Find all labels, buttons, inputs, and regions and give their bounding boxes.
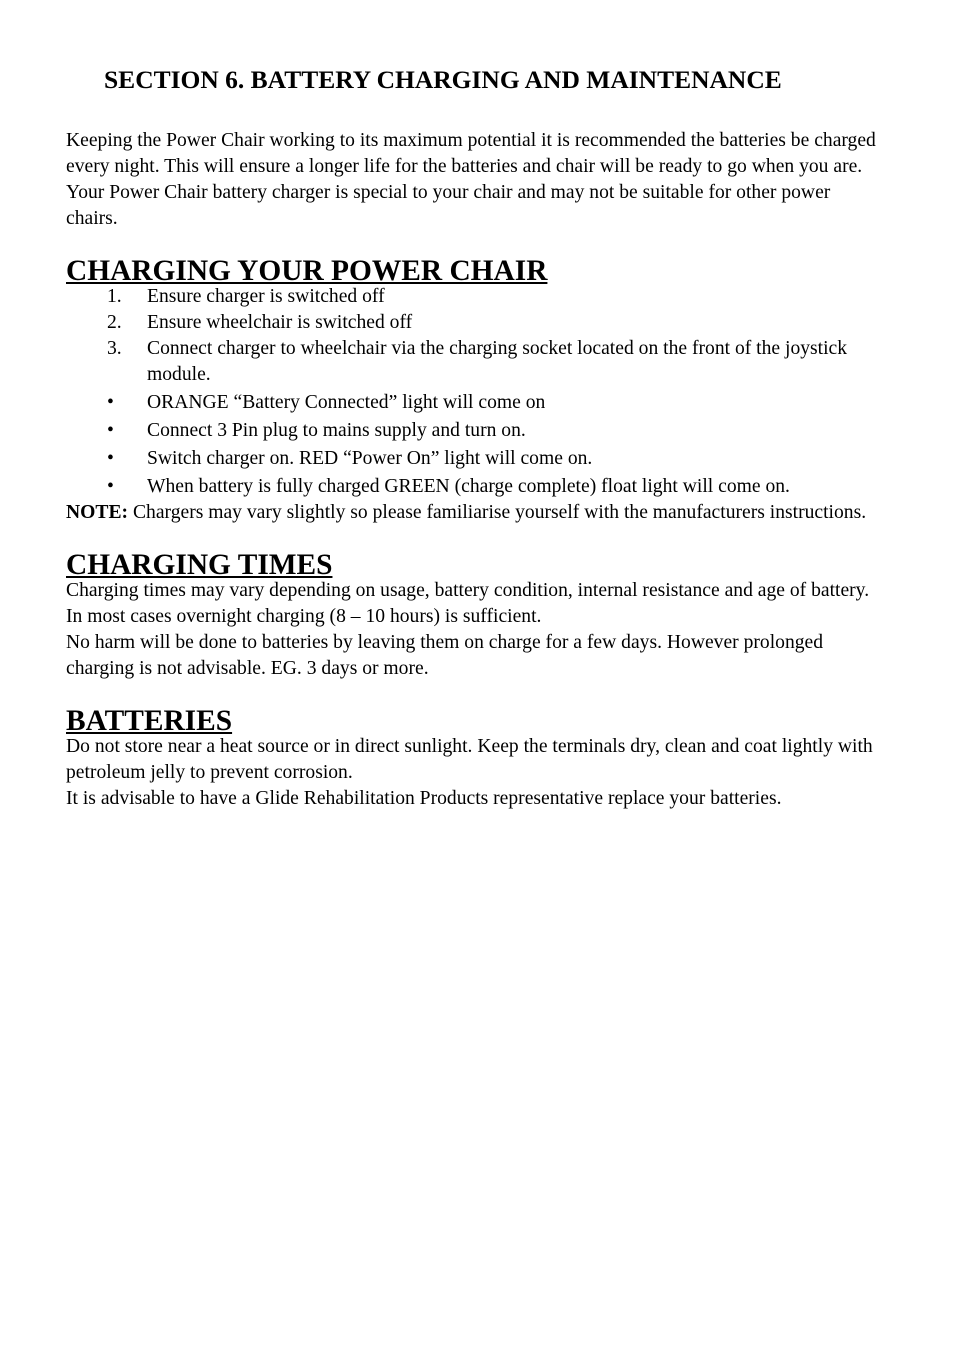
- batteries-paragraph: Do not store near a heat source or in direct sunlight. Keep the terminals dry, clean and coat lightly with petroleum jelly to prevent corrosion.: [66, 736, 873, 783]
- list-item: [66, 474, 878, 500]
- list-item: [66, 446, 878, 472]
- document-page: [66, 62, 878, 812]
- charging-times-section: [66, 549, 878, 682]
- batteries-section: [66, 705, 878, 812]
- charging-times-heading: CHARGING TIMES: [66, 549, 333, 581]
- charging-times-paragraph: Charging times may vary depending on usage, battery condition, internal resistance and age of battery.: [66, 580, 870, 601]
- charging-times-paragraph: In most cases overnight charging (8 – 10 hours) is sufficient.: [66, 606, 542, 627]
- list-item: [66, 390, 878, 416]
- batteries-heading: BATTERIES: [66, 705, 233, 737]
- step-text: Ensure charger is switched off: [147, 286, 385, 307]
- intro-paragraph: Keeping the Power Chair working to its maximum potential it is recommended the batteries be charged every night. This will ensure a longer life for the batteries and chair will be ready to go when you are.: [66, 130, 876, 177]
- note-label: NOTE:: [66, 502, 129, 523]
- list-item: [66, 418, 878, 444]
- list-item: [66, 336, 878, 388]
- step-text: Connect charger to wheelchair via the charging socket located on the front of the joystick module.: [147, 338, 848, 385]
- note-text: Chargers may vary slightly so please familiarise yourself with the manufacturers instructions.: [128, 502, 867, 523]
- step-number: 2.: [107, 312, 122, 333]
- batteries-paragraph: It is advisable to have a Glide Rehabilitation Products representative replace your batteries.: [66, 788, 782, 809]
- intro-section: [66, 128, 878, 232]
- charging-bullets-list: [66, 390, 878, 500]
- charging-section: [66, 255, 878, 526]
- bullet-icon: •: [107, 392, 114, 413]
- page-title: SECTION 6. BATTERY CHARGING AND MAINTENANCE: [104, 65, 782, 94]
- list-item: [66, 284, 878, 310]
- list-item: [66, 310, 878, 336]
- bullet-text: ORANGE “Battery Connected” light will come on: [147, 392, 546, 413]
- bullet-text: When battery is fully charged GREEN (charge complete) float light will come on.: [147, 476, 790, 497]
- bullet-text: Connect 3 Pin plug to mains supply and turn on.: [147, 420, 526, 441]
- charging-steps-list: [66, 284, 878, 388]
- bullet-icon: •: [107, 448, 114, 469]
- step-number: 3.: [107, 338, 122, 359]
- step-text: Ensure wheelchair is switched off: [147, 312, 413, 333]
- bullet-text: Switch charger on. RED “Power On” light will come on.: [147, 448, 593, 469]
- bullet-icon: •: [107, 420, 114, 441]
- charging-heading: CHARGING YOUR POWER CHAIR: [66, 255, 548, 287]
- intro-paragraph: Your Power Chair battery charger is special to your chair and may not be suitable for other power chairs.: [66, 182, 831, 229]
- bullet-icon: •: [107, 476, 114, 497]
- charging-times-paragraph: No harm will be done to batteries by leaving them on charge for a few days. However prolonged charging is not advisable. EG. 3 days or more.: [66, 632, 824, 679]
- note-paragraph: [66, 500, 878, 526]
- step-number: 1.: [107, 286, 122, 307]
